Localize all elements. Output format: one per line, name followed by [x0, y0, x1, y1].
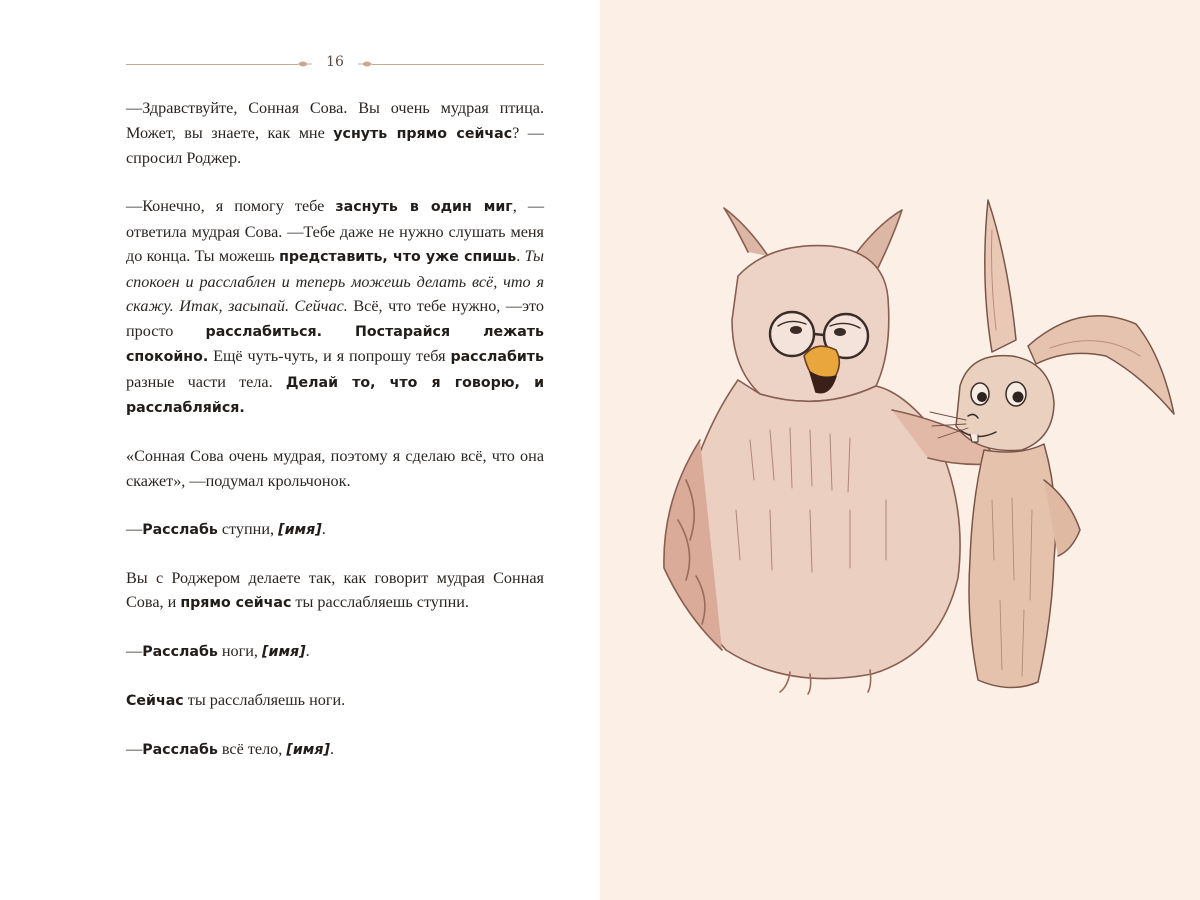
paragraph-4 — [126, 517, 544, 543]
text-run: всё тело, — [217, 740, 287, 758]
page-header — [126, 50, 544, 76]
text-run: представить, что уже спишь — [279, 249, 517, 265]
text-run: Расслабь — [142, 644, 218, 660]
text-run: ? —спросил Роджер. — [126, 123, 544, 167]
text-run: Расслабь — [142, 742, 218, 758]
text-run: ноги, — [217, 642, 263, 660]
text-run: —Конечно, я помогу тебе — [126, 197, 336, 215]
text-run: уснуть прямо сейчас — [333, 125, 513, 142]
text-run: прямо сейчас — [180, 595, 292, 611]
paragraph-3 — [126, 444, 544, 493]
text-run: заснуть в один миг — [335, 199, 513, 215]
text-run: расслабиться. Постарайся лежать спокойно. — [126, 323, 544, 365]
text-run: — — [126, 740, 143, 758]
text-run: . — [305, 642, 310, 660]
text-run: Ты спокоен и расслаблен и теперь можешь делать всё, что я скажу. Итак, засыпай. Сейчас. — [126, 247, 544, 315]
text-run: ты расслабляешь ступни. — [291, 593, 469, 611]
text-run: Делай то, что я говорю, и расслабляйся. — [126, 374, 545, 416]
paragraph-8 — [126, 737, 544, 763]
text-run: Вы с Роджером делаете так, как говорит мудрая Сонная Сова, и — [126, 568, 544, 611]
text-run — [262, 644, 306, 660]
text-run — [286, 742, 330, 758]
paragraph-7 — [126, 688, 544, 714]
text-run — [278, 522, 322, 538]
text-run: Всё, что тебе нужно, —это просто — [126, 297, 544, 340]
right-page — [600, 0, 1200, 900]
paragraph-2 — [126, 194, 544, 421]
owl-and-rabbit-illustration — [640, 180, 1200, 720]
text-run: «Сонная Сова очень мудрая, поэтому я сделаю всё, что она скажет», —подумал крольчонок. — [126, 447, 544, 490]
text-run: Расслабь — [142, 521, 218, 538]
text-run: [имя] — [286, 742, 330, 758]
text-run: разные части тела. — [126, 372, 286, 391]
text-run: ты расслабляешь ноги. — [183, 691, 346, 709]
text-run: ступни, — [217, 519, 279, 538]
text-run: Сейчас — [126, 693, 184, 709]
paragraph-1 — [126, 96, 544, 171]
text-run: — — [126, 642, 143, 660]
text-run: — — [126, 519, 143, 538]
text-run: . — [516, 247, 525, 265]
text-run: Ещё чуть-чуть, и я попрошу тебя — [208, 347, 451, 365]
paragraph-6 — [126, 639, 544, 665]
text-run: расслабить — [450, 349, 544, 365]
text-run: [имя] — [278, 521, 322, 538]
ornament-right-icon — [358, 59, 372, 69]
page-number: 16 — [326, 54, 344, 70]
owl-icon — [664, 208, 992, 694]
text-run: [имя] — [262, 644, 306, 660]
paragraph-5 — [126, 566, 544, 616]
text-run: . — [330, 740, 335, 758]
header-rule-right — [372, 64, 544, 65]
text-run: , —ответила мудрая Сова. —Тебе даже не нужно слушать меня до конца. Ты можешь — [126, 197, 545, 265]
story-text — [126, 96, 544, 786]
text-run: —Здравствуйте, Сонная Сова. Вы очень мудрая птица. Может, вы знаете, как мне — [126, 99, 544, 142]
text-run: . — [321, 519, 326, 538]
